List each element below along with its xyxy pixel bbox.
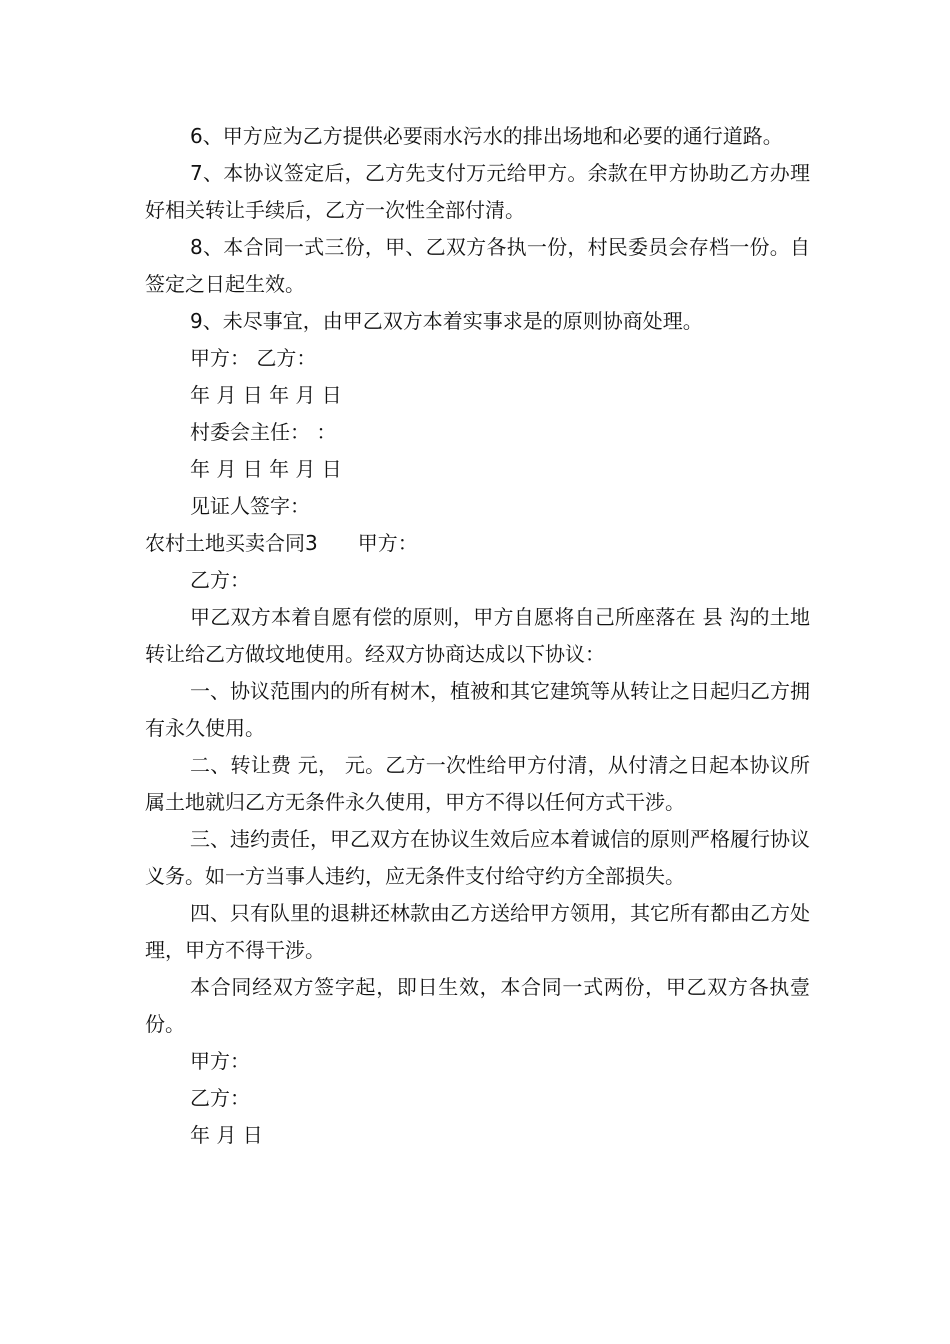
signature-parties: 甲方： 乙方：: [190, 346, 317, 370]
party-b-label: 乙方：: [190, 568, 250, 592]
effective-clause: 本合同经双方签字起，即日生效，本合同一式两份，甲乙双方各执壹份。: [145, 975, 810, 1036]
party-b-signature: 乙方：: [190, 1086, 250, 1110]
party-a-signature: 甲方：: [190, 1049, 250, 1073]
signature-date: 年 月 日 年 月 日: [190, 383, 342, 407]
article-4: 四、只有队里的退耕还林款由乙方送给甲方领用，其它所有都由乙方处理，甲方不得干涉。: [145, 901, 810, 962]
party-a-label: 甲方：: [357, 531, 418, 555]
article-2: 二、转让费 元， 元。乙方一次性给甲方付清，从付清之日起本协议所属土地就归乙方无条件永久使用，甲方不得以任何方式干涉。: [145, 753, 810, 814]
document-page: [145, 118, 810, 1154]
article-1: 一、协议范围内的所有树木，植被和其它建筑等从转让之日起归乙方拥有永久使用。: [145, 679, 810, 740]
preamble: 甲乙双方本着自愿有偿的原则，甲方自愿将自己所座落在 县 沟的土地转让给乙方做坟地使用。经双方协商达成以下协议：: [145, 605, 810, 666]
article-3: 三、违约责任，甲乙双方在协议生效后应本着诚信的原则严格履行协议义务。如一方当事人违约，应无条件支付给守约方全部损失。: [145, 827, 810, 888]
clause-8: 8、本合同一式三份，甲、乙双方各执一份，村民委员会存档一份。自签定之日起生效。: [145, 235, 810, 296]
witness-signature: 见证人签字：: [190, 494, 310, 518]
contract-title-line: [145, 525, 810, 562]
clause-7: 7、本协议签定后，乙方先支付万元给甲方。余款在甲方协助乙方办理好相关转让手续后，乙方一次性全部付清。: [145, 161, 810, 222]
contract-title: 农村土地买卖合同3: [145, 531, 318, 555]
signature-date: 年 月 日 年 月 日: [190, 457, 342, 481]
clause-9: 9、未尽事宜，由甲乙双方本着实事求是的原则协商处理。: [190, 309, 703, 333]
village-director-signature: 村委会主任： ：: [190, 420, 337, 444]
clause-6: 6、甲方应为乙方提供必要雨水污水的排出场地和必要的通行道路。: [190, 124, 783, 148]
signature-date: 年 月 日: [190, 1123, 263, 1147]
